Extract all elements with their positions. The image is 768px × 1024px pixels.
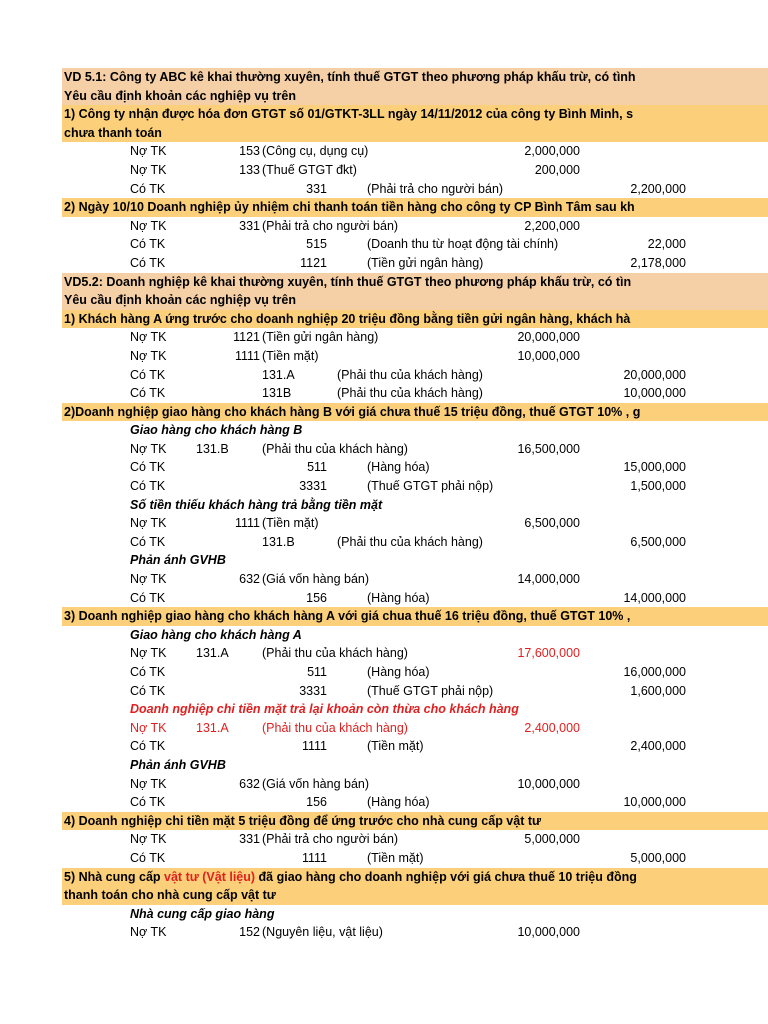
account-description: (Phải trả cho người bán) [367,181,504,196]
section-header-row [62,124,768,143]
account-description: (Giá vốn hàng bán) [262,776,370,791]
entry-side: Nợ TK [130,330,167,345]
debit-amount: 14,000,000 [517,572,580,587]
header-text-part: đã giao hàng cho doanh nghiệp với giá chưa thuế 10 triệu đồng [255,869,637,884]
journal-entry-row [62,458,768,477]
sub-heading-row [62,700,768,719]
section-header-text: 2) Ngày 10/10 Doanh nghiệp ủy nhiệm chi thanh toán tiền hàng cho công ty CP Bình Tâm sau kh [64,200,635,215]
account-description: (Phải thu của khách hàng) [262,720,408,735]
entry-side: Có TK [130,181,166,196]
sub-heading-text: Giao hàng cho khách hàng A [130,627,302,642]
journal-entry-row [62,533,768,552]
section-header-text: thanh toán cho nhà cung cấp vật tư [64,888,276,903]
section-header-row [62,273,768,292]
debit-amount: 17,600,000 [517,646,580,661]
account-description: (Hàng hóa) [367,665,430,679]
account-description: (Phải thu của khách hàng) [337,534,483,549]
credit-amount: 15,000,000 [623,460,686,475]
account-description: (Hàng hóa) [367,795,430,810]
sub-heading-row [62,756,768,775]
credit-amount: 1,600,000 [630,683,686,698]
account-description: (Thuế GTGT phải nộp) [367,683,494,698]
journal-entry-row [62,254,768,273]
account-code: 133 [239,162,260,177]
section-header-text: Yêu cầu định khoản các nghiệp vụ trên [64,293,296,308]
debit-amount: 2,400,000 [524,720,580,735]
journal-entry-row [62,923,768,942]
journal-entry-row [62,514,768,533]
entry-side: Có TK [130,665,166,679]
entry-side: Có TK [130,386,166,401]
debit-amount: 2,200,000 [524,218,580,233]
sub-heading-text: Nhà cung cấp giao hàng [130,906,275,921]
section-header-row [62,105,768,124]
debit-amount: 6,500,000 [524,516,580,531]
entry-side: Có TK [130,534,166,549]
account-code: 632 [239,776,260,791]
sub-heading-text: Doanh nghiệp chi tiền mặt trả lại khoản còn thừa cho khách hàng [130,702,519,717]
section-header-row [62,403,768,422]
journal-entry-row [62,180,768,199]
entry-side: Nợ TK [130,572,167,587]
section-header-text: Yêu cầu định khoản các nghiệp vụ trên [64,88,296,103]
account-description: (Tiền gửi ngân hàng) [262,330,379,345]
sub-heading-text: Phản ánh GVHB [130,757,226,772]
debit-amount: 16,500,000 [517,441,580,456]
debit-amount: 10,000,000 [517,348,580,363]
debit-amount: 2,000,000 [524,144,580,159]
journal-entry-row [62,142,768,161]
account-code: 1111 [301,739,327,754]
credit-amount: 6,500,000 [630,534,686,549]
account-code: 156 [306,795,327,810]
account-code: 515 [306,237,327,252]
credit-amount: 2,200,000 [630,181,686,196]
account-code: 1121 [233,330,260,345]
journal-entry-row [62,440,768,459]
credit-amount: 10,000,000 [623,795,686,810]
section-header-row [62,198,768,217]
entry-side: Nợ TK [130,441,167,456]
entry-side: Có TK [130,683,166,698]
journal-entry-row [62,347,768,366]
account-code: 331 [306,181,327,196]
account-code: 511 [307,460,327,475]
header-text-highlight: vật tư (Vật liệu) [164,869,256,884]
sub-heading-row [62,421,768,440]
account-code: 131.B [196,441,229,456]
account-description: (Công cụ, dụng cụ) [262,144,369,159]
entry-side: Nợ TK [130,776,167,791]
account-description: (Phải thu của khách hàng) [337,386,483,401]
journal-entry-row [62,830,768,849]
section-header-row [62,812,768,831]
entry-side: Nợ TK [130,348,167,363]
entry-side: Có TK [130,739,166,754]
journal-entry-row [62,328,768,347]
spreadsheet [62,68,768,942]
section-header-row [62,886,768,905]
journal-entry-row [62,849,768,868]
account-description: (Thuế GTGT phải nộp) [367,479,494,494]
account-description: (Hàng hóa) [367,460,430,475]
debit-amount: 200,000 [534,162,580,177]
account-code: 152 [239,925,260,940]
entry-side: Có TK [130,590,166,605]
section-header-row [62,87,768,106]
header-text-part: 5) Nhà cung cấp [64,869,165,884]
account-description: (Phải trả cho người bán) [262,832,399,847]
entry-side: Có TK [130,479,166,494]
sub-heading-row [62,626,768,645]
debit-amount: 20,000,000 [517,330,580,345]
section-header-text: chưa thanh toán [64,125,162,140]
sub-heading-text: Phản ánh GVHB [130,553,226,568]
section-header-text: VD5.2: Doanh nghiệp kê khai thường xuyên, tính thuế GTGT theo phương pháp khấu trừ, có tìn [64,274,632,289]
entry-side: Có TK [130,367,166,382]
account-code: 131.A [262,367,295,382]
journal-entry-row [62,644,768,663]
section-header-text: VD 5.1: Công ty ABC kê khai thường xuyên, tính thuế GTGT theo phương pháp khấu trừ, có tình [64,70,636,84]
account-description: (Hàng hóa) [367,590,430,605]
journal-entry-row [62,719,768,738]
account-code: 153 [239,144,260,159]
entry-side: Nợ TK [130,832,167,847]
entry-side: Nợ TK [130,218,167,233]
section-header-text: 3) Doanh nghiệp giao hàng cho khách hàng A với giá chua thuế 16 triệu đồng, thuế GTGT 10% , [64,609,631,624]
journal-entry-row [62,589,768,608]
section-header-text: 4) Doanh nghiệp chi tiền mặt 5 triệu đồng để ứng trước cho nhà cung cấp vật tư [64,813,542,828]
credit-amount: 20,000,000 [623,367,686,382]
journal-entry-row [62,366,768,385]
sub-heading-row [62,905,768,924]
section-header-text: 2)Doanh nghiệp giao hàng cho khách hàng B với giá chưa thuế 15 triệu đồng, thuế GTGT 10% , g [64,404,641,419]
debit-amount: 10,000,000 [517,776,580,791]
account-code: 3331 [299,479,327,494]
sub-heading-row [62,496,768,515]
section-header-row [62,310,768,329]
entry-side: Nợ TK [130,925,167,940]
sub-heading-row [62,551,768,570]
credit-amount: 2,400,000 [630,739,686,754]
account-description: (Doanh thu từ hoạt động tài chính) [367,237,559,252]
account-description: (Tiền mặt) [367,739,424,754]
debit-amount: 5,000,000 [524,832,580,847]
journal-entry-row [62,477,768,496]
account-description: (Phải trả cho người bán) [262,218,399,233]
entry-side: Có TK [130,237,166,252]
account-code: 131.A [196,646,229,661]
account-code: 1111 [234,348,260,363]
entry-side: Nợ TK [130,144,167,159]
entry-side: Có TK [130,850,166,865]
entry-side: Có TK [130,255,166,270]
entry-side: Nợ TK [130,646,167,661]
account-code: 331 [239,218,260,233]
section-header-row [62,68,768,87]
credit-amount: 2,178,000 [630,255,686,270]
account-code: 131.B [262,534,295,549]
account-code: 331 [239,832,260,847]
journal-entry-row [62,737,768,756]
journal-entry-row [62,682,768,701]
journal-entry-row [62,775,768,794]
account-code: 1111 [301,850,327,865]
account-description: (Phải thu của khách hàng) [337,367,483,382]
debit-amount: 10,000,000 [517,925,580,940]
account-description: (Phải thu của khách hàng) [262,646,408,661]
account-description: (Tiền gửi ngân hàng) [367,255,484,270]
account-code: 156 [306,590,327,605]
account-description: (Giá vốn hàng bán) [262,572,370,587]
entry-side: Nợ TK [130,162,167,177]
account-description: (Thuế GTGT đkt) [262,162,357,177]
credit-amount: 22,000 [647,237,686,252]
account-code: 632 [239,572,260,587]
entry-side: Nợ TK [130,516,167,531]
journal-entry-row [62,570,768,589]
sub-heading-text: Số tiền thiếu khách hàng trả bằng tiền mặt [130,497,383,512]
account-description: (Tiền mặt) [367,850,424,865]
section-header-row [62,607,768,626]
entry-side: Có TK [130,795,166,810]
journal-entry-row [62,161,768,180]
credit-amount: 16,000,000 [623,665,686,679]
account-code: 1111 [234,516,260,531]
credit-amount: 5,000,000 [630,850,686,865]
journal-entry-row [62,663,768,682]
section-header-row [62,291,768,310]
account-code: 131B [262,386,292,401]
credit-amount: 1,500,000 [630,479,686,494]
section-header-text [64,868,637,887]
journal-entry-row [62,235,768,254]
account-code: 511 [307,665,327,679]
account-code: 131.A [196,720,229,735]
account-description: (Phải thu của khách hàng) [262,441,408,456]
entry-side: Nợ TK [130,720,167,735]
section-header-text: 1) Công ty nhận được hóa đơn GTGT số 01/GTKT-3LL ngày 14/11/2012 của công ty Bình Minh, s [64,107,634,122]
account-code: 3331 [299,683,327,698]
account-description: (Tiền mặt) [262,516,319,531]
sub-heading-text: Giao hàng cho khách hàng B [130,423,303,438]
entry-side: Có TK [130,460,166,475]
journal-entry-row [62,793,768,812]
account-description: (Tiền mặt) [262,348,319,363]
section-header-row [62,868,768,887]
journal-entry-row [62,217,768,236]
journal-entry-row [62,384,768,403]
account-code: 1121 [300,255,327,270]
account-description: (Nguyên liệu, vật liệu) [262,925,383,940]
credit-amount: 14,000,000 [623,590,686,605]
section-header-text: 1) Khách hàng A ứng trước cho doanh nghiệp 20 triệu đồng bằng tiền gửi ngân hàng, khách hà [64,311,631,326]
credit-amount: 10,000,000 [623,386,686,401]
